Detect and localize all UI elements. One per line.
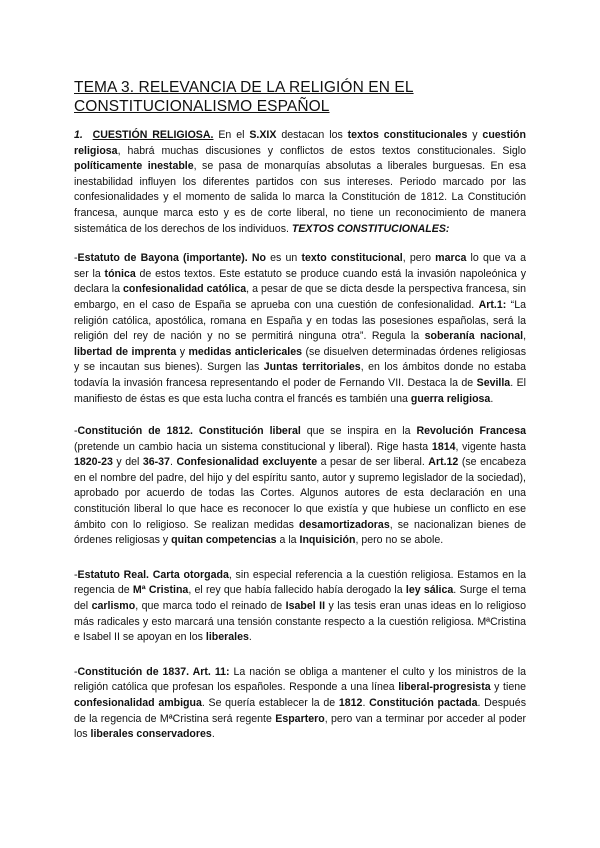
section-heading: CUESTIÓN RELIGIOSA. <box>92 129 214 141</box>
title-line-2: CONSTITUCIONALISMO ESPAÑOL <box>74 98 330 115</box>
title-line-1: TEMA 3. RELEVANCIA DE LA RELIGIÓN EN EL <box>74 79 414 96</box>
paragraph-constitucion-1837: -Constitución de 1837. Art. 11: La nación se obliga a mantener el culto y los ministros de la religión católica que profesan los españoles. Responde a una línea liberal-progresista y tiene confesionalidad ambigua. Se quería establecer la de 1812. Constitución pactada. Después de la regencia de MªCristina será regente Espartero, pero van a terminar por acceder al poder los liberales conservadores. <box>74 665 527 741</box>
paragraph-estatuto-bayona: -Estatuto de Bayona (importante). No es un texto constitucional, pero marca lo que va a ser la tónica de estos textos. Este estatuto se produce cuando está la invasión napoleónica y declara la confesionalidad católica, a pesar de que se dicta desde la perspectiva francesa, sin embargo, en el caso de España se aprueba con una cuestión de confesionalidad. Art.1: “La religión católica, apostólica, romana en España y en todas las posesiones españolas, será la religión del rey de nación y no se permitirá ninguna otra”. Regula la soberanía nacional, libertad de imprenta y medidas anticlericales (se disuelven determinadas órdenes religiosas y se incautan sus bienes). Surgen las Juntas territoriales, en los ámbitos donde no estaba todavía la invasión francesa representando el poder de Fernando VII. Destaca la de Sevilla. El manifiesto de éstas es que esta lucha contra el francés es también una guerra religiosa. <box>74 252 527 405</box>
section-cuestion-religiosa: 1. CUESTIÓN RELIGIOSA. En el S.XIX destacan los textos constitucionales y cuestión religiosa, habrá muchas discusiones y conflictos de estos textos constitucionales. Siglo políticamente inestable, se pasa de monarquías absolutas a liberales burguesas. En esa inestabilidad influyen los diferentes partidos con sus intereses. Periodo marcado por las confesionalidades y el momento de salida lo marca la Constitución de 1812. La Constitución francesa, aunque marca esto y es de corte liberal, no tiene un reconocimiento de manera sistemática de los derechos de los individuos. TEXTOS CONSTITUCIONALES: <box>74 129 526 235</box>
paragraph-estatuto-real: -Estatuto Real. Carta otorgada, sin especial referencia a la cuestión religiosa. Estamos en la regencia de Mª Cristina, el rey que había fallecido había derogado la ley sálica. Surge el tema del carlismo, que marca todo el reinado de Isabel II y las tesis eran unas ideas en lo religioso más radicales y esto marcará una tensión constante respecto a la cuestión religiosa. MªCristina e Isabel II se apoyan en los liberales. <box>74 568 527 644</box>
section-number: 1. <box>74 129 83 141</box>
page-title <box>74 78 526 116</box>
paragraph-constitucion-1812: -Constitución de 1812. Constitución liberal que se inspira en la Revolución Francesa (pretende un cambio hacia un sistema constitucional y liberal). Rige hasta 1814, vigente hasta 1820-23 y del 36-37. Confesionalidad excluyente a pesar de ser liberal. Art.12 (se encabeza en el nombre del padre, del hijo y del espíritu santo, autor y supremo legislador de la sociedad), aprobado por acuerdo de todas las Cortes. Algunos autores de esta declaración en una constitución liberal lo que hace es reconocer lo que existía y que hubiese un conflicto en ese ámbito con lo religioso. Se realizan medidas desamortizadoras, se nacionalizan bienes de órdenes religiosas y quitan competencias a la Inquisición, pero no se abole. <box>74 425 527 547</box>
subheading-textos-constitucionales: TEXTOS CONSTITUCIONALES: <box>291 222 450 235</box>
